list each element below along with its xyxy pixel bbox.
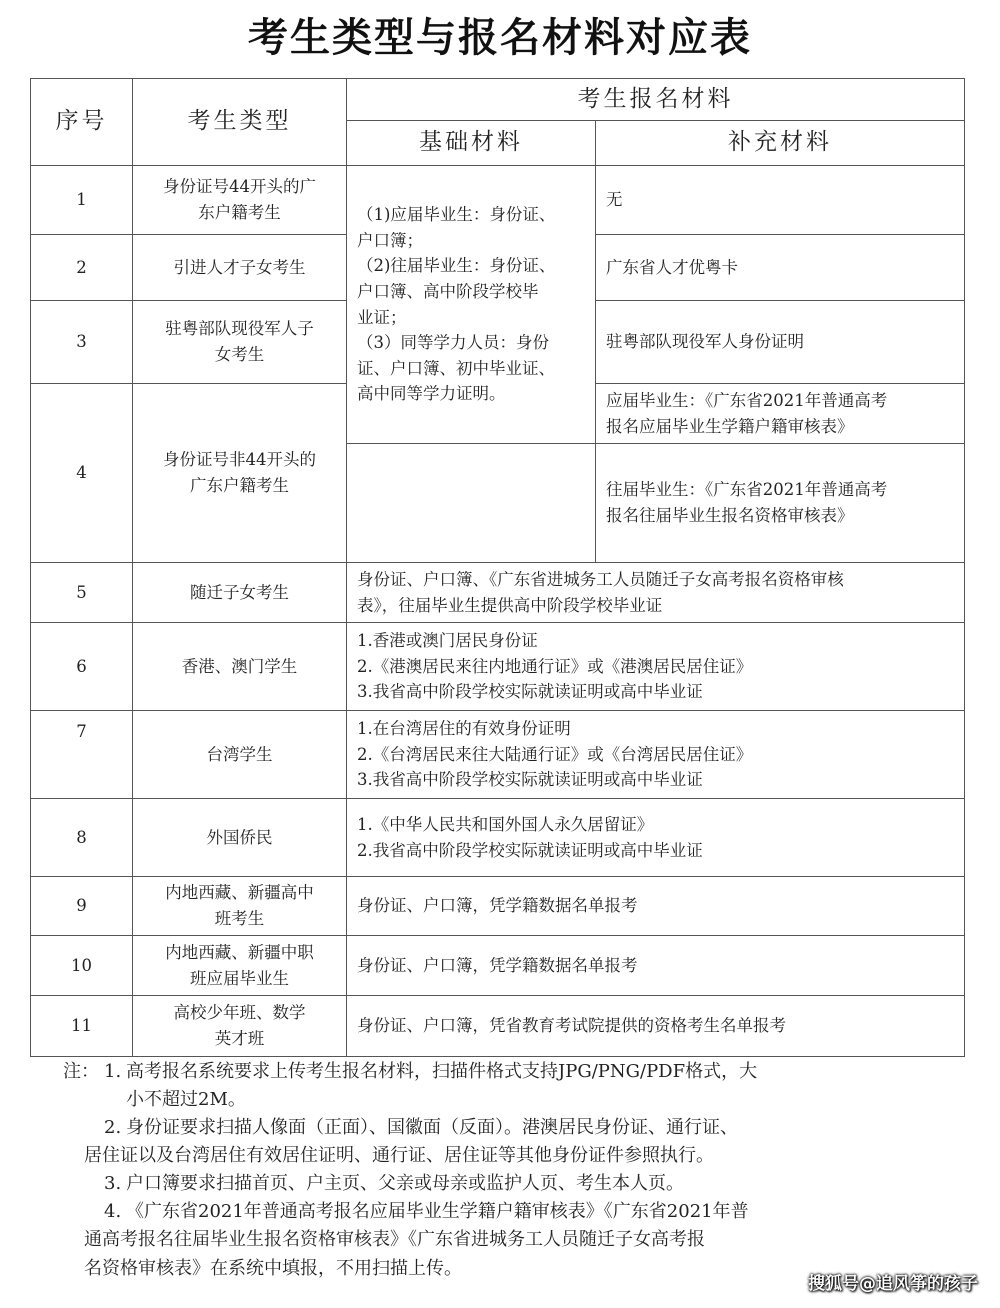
student-type: 身份证号44开头的广 东户籍考生 [133, 166, 347, 235]
table-row [31, 563, 965, 623]
page-title: 考生类型与报名材料对应表 [248, 15, 752, 61]
table-row [31, 166, 965, 235]
notes-label: 注： [63, 1061, 99, 1082]
row-number: 3 [31, 301, 133, 384]
student-type: 驻粤部队现役军人子 女考生 [133, 301, 347, 384]
row-number: 2 [31, 235, 133, 301]
student-type: 台湾学生 [133, 711, 347, 799]
note-item: 3. 户口簿要求扫描首页、户主页、父亲或母亲或监护人页、考生本人页。 [104, 1173, 684, 1195]
table-row [31, 623, 965, 711]
row-number: 10 [31, 936, 133, 996]
row-number: 1 [31, 166, 133, 235]
supplementary-materials: 驻粤部队现役军人身份证明 [596, 301, 965, 384]
row-number: 7 [31, 711, 133, 799]
header-basic: 基础材料 [347, 121, 596, 166]
header-seq: 序号 [31, 79, 133, 166]
shared-basic-materials: （1)应届毕业生：身份证、 户口簿； （2)往届毕业生：身份证、 户口簿、高中阶段学校毕 业证； （3）同等学力人员：身份 证、户口簿、初中毕业证、 高中同等学力证明。 [347, 166, 596, 444]
row-number: 4 [31, 384, 133, 563]
basic-materials-spacer [347, 444, 596, 563]
supplementary-materials: 广东省人才优粤卡 [596, 235, 965, 301]
student-type: 香港、澳门学生 [133, 623, 347, 711]
materials-table [30, 78, 965, 1057]
note-item: 2. 身份证要求扫描人像面（正面）、国徽面（反面）。港澳居民身份证、通行证、 居住证以及台湾居住有效居住证明、通行证、居住证等其他身份证件参照执行。 [84, 1117, 738, 1167]
student-type: 外国侨民 [133, 799, 347, 877]
header-supplementary: 补充材料 [596, 121, 965, 166]
required-materials: 身份证、户口簿，凭省教育考试院提供的资格考生名单报考 [347, 996, 965, 1057]
table-row [31, 936, 965, 996]
watermark: 搜狐号@追风筝的孩子 [808, 1274, 978, 1294]
table-row [31, 877, 965, 936]
required-materials: 身份证、户口簿，凭学籍数据名单报考 [347, 877, 965, 936]
note-item: 4. 《广东省2021年普通高考报名应届毕业生学籍户籍审核表》《广东省2021年普 通高考报名往届毕业生报名资格审核表》《广东省进城务工人员随迁子女高考报 名资格审核表》在系统中填报，不用扫描上传。 [84, 1201, 749, 1279]
header-type: 考生类型 [133, 79, 347, 166]
student-type: 高校少年班、数学 英才班 [133, 996, 347, 1057]
supplementary-materials: 无 [596, 166, 965, 235]
required-materials: 1.在台湾居住的有效身份证明 2.《台湾居民来往大陆通行证》或《台湾居民居住证》 3.我省高中阶段学校实际就读证明或高中毕业证 [347, 711, 965, 799]
required-materials: 1.《中华人民共和国外国人永久居留证》 2.我省高中阶段学校实际就读证明或高中毕业证 [347, 799, 965, 877]
table-row [31, 996, 965, 1057]
row-number: 9 [31, 877, 133, 936]
row-number: 8 [31, 799, 133, 877]
row-number: 6 [31, 623, 133, 711]
required-materials: 身份证、户口簿，凭学籍数据名单报考 [347, 936, 965, 996]
student-type: 内地西藏、新疆中职 班应届毕业生 [133, 936, 347, 996]
required-materials: 1.香港或澳门居民身份证 2.《港澳居民来往内地通行证》或《港澳居民居住证》 3.我省高中阶段学校实际就读证明或高中毕业证 [347, 623, 965, 711]
student-type: 身份证号非44开头的 广东户籍考生 [133, 384, 347, 563]
table-row [31, 799, 965, 877]
student-type: 随迁子女考生 [133, 563, 347, 623]
row-number: 11 [31, 996, 133, 1057]
student-type: 内地西藏、新疆高中 班考生 [133, 877, 347, 936]
required-materials: 身份证、户口簿、《广东省进城务工人员随迁子女高考报名资格审核 表》，往届毕业生提供高中阶段学校毕业证 [347, 563, 965, 623]
supplementary-materials-previous: 往届毕业生：《广东省2021年普通高考 报名往届毕业生报名资格审核表》 [596, 444, 965, 563]
header-materials: 考生报名材料 [347, 79, 965, 121]
supplementary-materials-current: 应届毕业生：《广东省2021年普通高考 报名应届毕业生学籍户籍审核表》 [596, 384, 965, 444]
student-type: 引进人才子女考生 [133, 235, 347, 301]
notes-section [64, 1058, 944, 1283]
note-item: 1. 高考报名系统要求上传考生报名材料，扫描件格式支持JPG/PNG/PDF格式，大 小不超过2M。 [104, 1061, 758, 1111]
table-row [31, 711, 965, 799]
row-number: 5 [31, 563, 133, 623]
